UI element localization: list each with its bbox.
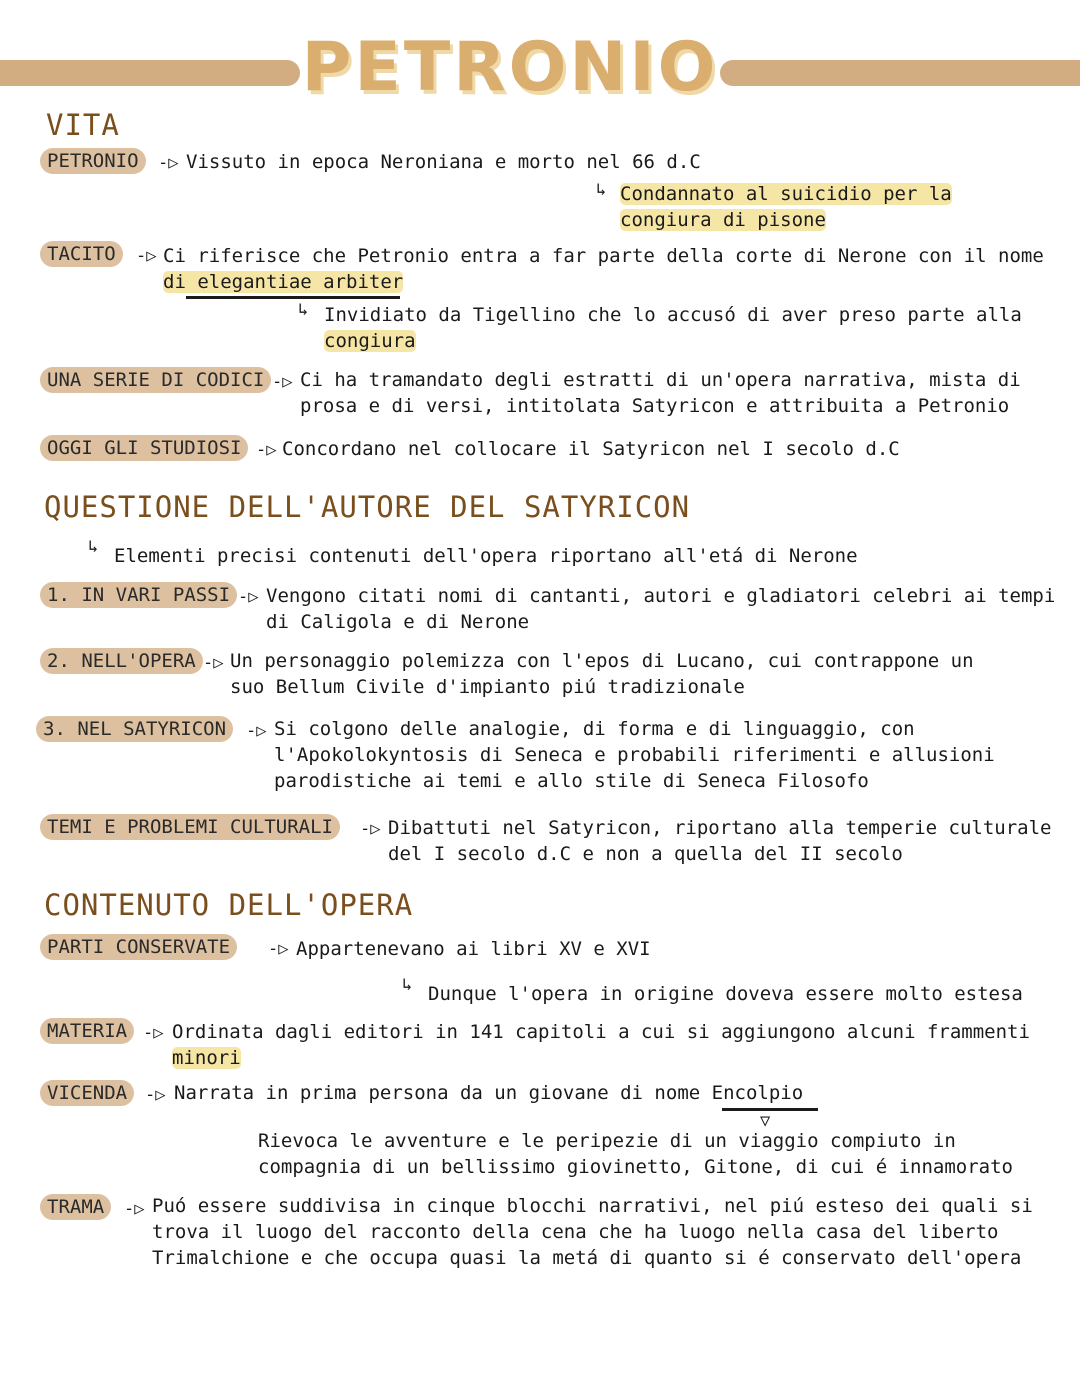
text-line: parodistiche ai temi e allo stile di Seneca Filosofo: [274, 770, 869, 792]
text-line: Puó essere suddivisa in cinque blocchi narrativi, nel piú esteso dei quali si: [152, 1195, 1033, 1217]
text-line: congiura: [324, 330, 416, 352]
arrow-icon: -▷: [268, 939, 289, 959]
arrow-icon: -▷: [145, 1085, 166, 1105]
text-line: Dibattuti nel Satyricon, riportano alla temperie culturale: [388, 817, 1052, 839]
heading-vita: VITA: [46, 108, 120, 142]
label-passi: 1. IN VARI PASSI: [40, 582, 237, 608]
arrow-icon: -▷: [238, 587, 259, 607]
turn-arrow-icon: ↳: [88, 537, 99, 557]
text-line: trova il luogo del racconto della cena che ha luogo nella casa del liberto: [152, 1221, 999, 1243]
arrow-icon: -▷: [158, 153, 179, 173]
label-parti: PARTI CONSERVATE: [40, 934, 237, 960]
label-materia: MATERIA: [40, 1018, 134, 1044]
text-line: congiura di pisone: [620, 209, 826, 231]
arrow-icon: -▷: [143, 1023, 164, 1043]
arrow-icon: -▷: [256, 440, 277, 460]
text-line: Narrata in prima persona da un giovane di nome Encolpio: [174, 1082, 804, 1104]
arrow-icon: -▷: [360, 819, 381, 839]
page-title: PETRONIO: [301, 28, 719, 107]
text-line: Invidiato da Tigellino che lo accusó di aver preso parte alla: [324, 304, 1022, 326]
text-line: Un personaggio polemizza con l'epos di Lucano, cui contrappone un: [230, 650, 974, 672]
text-line: Trimalchione e che occupa quasi la metá di quanto si é conservato dell'opera: [152, 1247, 1022, 1269]
label-satyricon: 3. NEL SATYRICON: [36, 716, 233, 742]
text-line: Si colgono delle analogie, di forma e di linguaggio, con: [274, 718, 915, 740]
turn-arrow-icon: ↳: [596, 180, 607, 200]
down-arrow-icon: ▽: [760, 1111, 771, 1131]
text-line: di elegantiae arbiter: [163, 271, 404, 293]
heading-questione: QUESTIONE DELL'AUTORE DEL SATYRICON: [44, 490, 691, 524]
text-line: Condannato al suicidio per la: [620, 183, 952, 205]
text-line: Ci ha tramandato degli estratti di un'opera narrativa, mista di: [300, 369, 1021, 391]
title-band-right: [720, 60, 1080, 86]
text-line: suo Bellum Civile d'impianto piú tradizionale: [230, 676, 745, 698]
label-codici: UNA SERIE DI CODICI: [40, 367, 271, 393]
label-petronio: PETRONIO: [40, 148, 146, 174]
text-line: Vissuto in epoca Neroniana e morto nel 66 d.C: [186, 151, 701, 173]
label-studiosi: OGGI GLI STUDIOSI: [40, 435, 248, 461]
text-line: Ci riferisce che Petronio entra a far parte della corte di Nerone con il nome: [163, 245, 1044, 267]
arrow-icon: -▷: [124, 1199, 145, 1219]
text-line: Elementi precisi contenuti dell'opera riportano all'etá di Nerone: [114, 545, 858, 567]
label-vicenda: VICENDA: [40, 1080, 134, 1106]
turn-arrow-icon: ↳: [402, 975, 413, 995]
label-tacito: TACITO: [40, 241, 123, 267]
text-line: minori: [172, 1047, 241, 1069]
underline: [186, 296, 400, 299]
title-band-left: [0, 60, 300, 86]
label-trama: TRAMA: [40, 1194, 111, 1220]
arrow-icon: -▷: [246, 721, 267, 741]
text-line: compagnia di un bellissimo giovinetto, Gitone, di cui é innamorato: [258, 1156, 1013, 1178]
text-line: di Caligola e di Nerone: [266, 611, 530, 633]
text-line: del I secolo d.C e non a quella del II secolo: [388, 843, 903, 865]
text-line: Rievoca le avventure e le peripezie di un viaggio compiuto in: [258, 1130, 956, 1152]
arrow-icon: -▷: [136, 246, 157, 266]
heading-contenuto: CONTENUTO DELL'OPERA: [44, 888, 414, 922]
text-line: Concordano nel collocare il Satyricon nel I secolo d.C: [282, 438, 900, 460]
arrow-icon: -▷: [203, 653, 224, 673]
text-line: Ordinata dagli editori in 141 capitoli a cui si aggiungono alcuni frammenti: [172, 1021, 1030, 1043]
text-line: Appartenevano ai libri XV e XVI: [296, 938, 651, 960]
label-opera: 2. NELL'OPERA: [40, 648, 203, 674]
text-line: Vengono citati nomi di cantanti, autori e gladiatori celebri ai tempi: [266, 585, 1056, 607]
turn-arrow-icon: ↳: [298, 300, 309, 320]
text-line: prosa e di versi, intitolata Satyricon e attribuita a Petronio: [300, 395, 1010, 417]
label-temi: TEMI E PROBLEMI CULTURALI: [40, 814, 340, 840]
text-line: l'Apokolokyntosis di Seneca e probabili riferimenti e allusioni: [274, 744, 995, 766]
arrow-icon: -▷: [272, 372, 293, 392]
text-line: Dunque l'opera in origine doveva essere molto estesa: [428, 983, 1023, 1005]
